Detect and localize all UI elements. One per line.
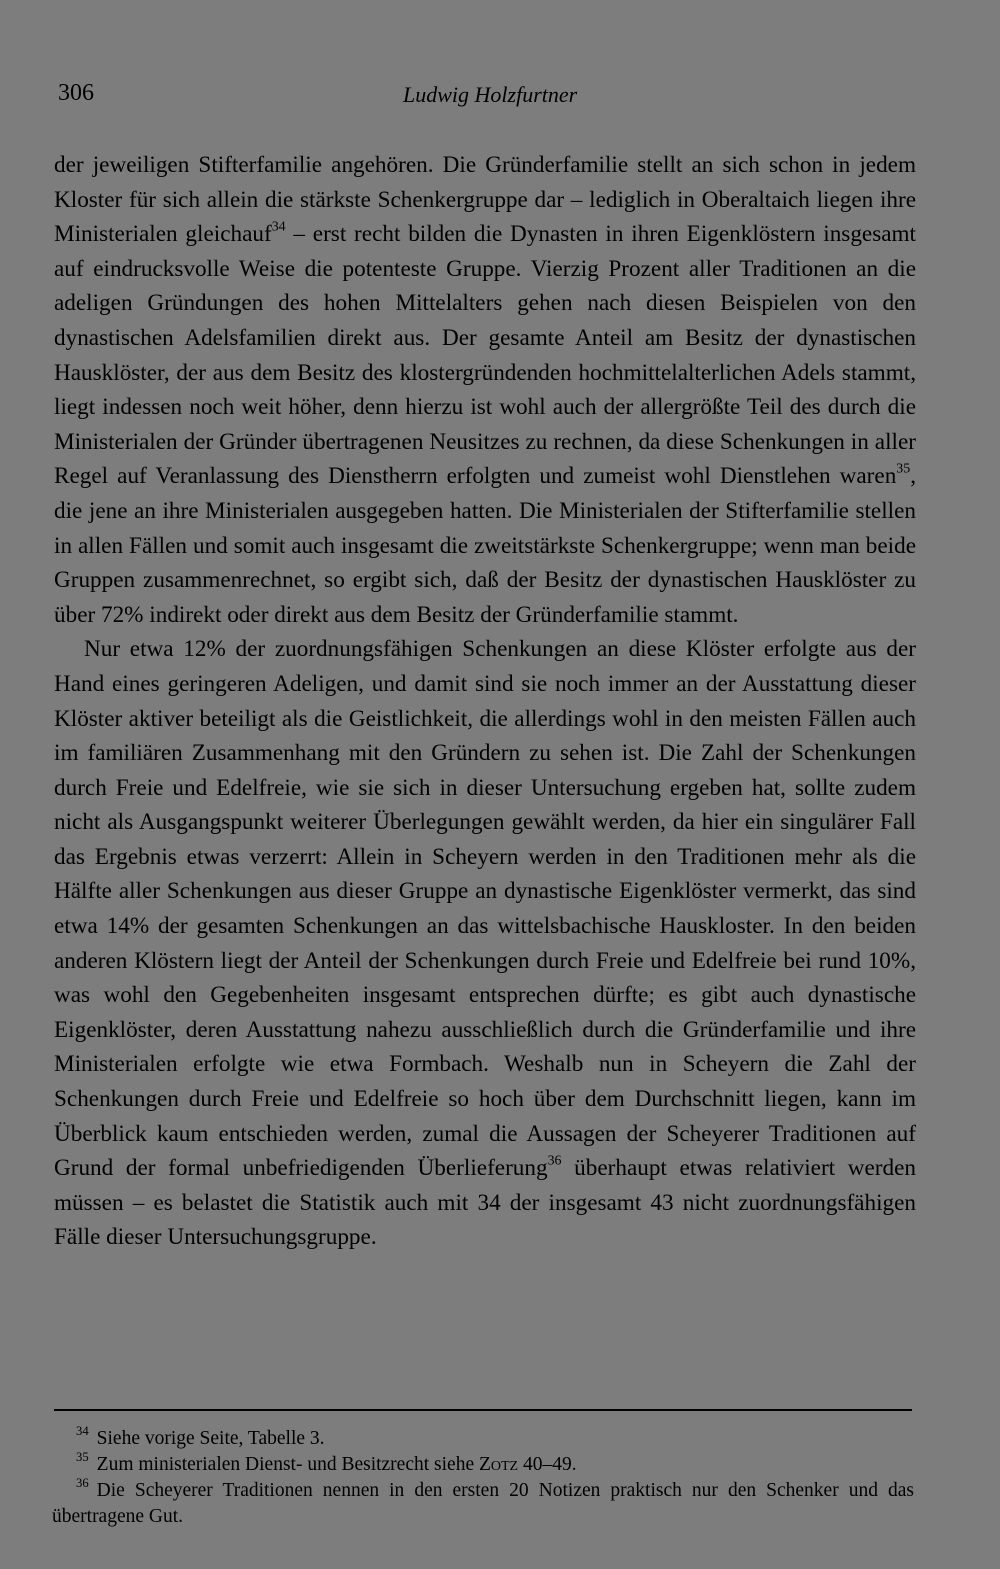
footnote-mark: 35: [76, 1450, 89, 1465]
footnote-35: [52, 1452, 914, 1478]
footnotes: [52, 1426, 914, 1530]
paragraph-1-part-1: der jeweiligen Stifterfamilie angehören. Die Gründerfamilie stellt an sich schon in jedem Kloster für sich allein die stärkste Schenkergruppe dar – lediglich in Oberaltaich liegen ihre Ministerialen gleichauf: [54, 152, 916, 248]
footnote-mark: 34: [76, 1424, 89, 1439]
paragraph-1-part-3: , die jene an ihre Ministerialen ausgegeben hatten. Die Ministerialen der Stifterfamilie stellen in allen Fällen und somit auch insgesamt die zweitstärkste Schenkergruppe; wenn man beide Gruppen zusammenrechnet, so ergibt sich, daß der Besitz der dynastischen Hausklöster zu über 72% indirekt oder direkt aus dem Besitz der Gründerfamilie stammt.: [54, 463, 916, 628]
footnote-author: Zotz: [478, 1454, 519, 1475]
paragraph-2-part-2: überhaupt etwas relativiert werden müssen – es belastet die Statistik auch mit 34 der insgesamt 43 nicht zuordnungsfähigen Fälle dieser Untersuchungsgruppe.: [54, 1155, 917, 1251]
footnote-divider: [54, 1409, 912, 1411]
paragraph-1-part-2: – erst recht bilden die Dynasten in ihren Eigenklöstern insgesamt auf eindrucksvolle Weise die potenteste Gruppe. Vierzig Prozent aller Traditionen an die adeligen Gründungen des hohen Mittelalters gehen nach diesen Beispielen von den dynastischen Adelsfamilien direkt aus. Der gesamte Anteil am Besitz der dynastischen Hausklöster, der aus dem Besitz des klostergründenden hochmittelalterlichen Adels stammt, liegt indessen noch weit höher, denn hierzu ist wohl auch der allergrößte Teil des durch die Ministerialen der Gründer übertragenen Neusitzes zu rechnen, da diese Schenkungen in aller Regel auf Veranlassung des Dienstherrn erfolgten und zumeist wohl Dienstlehen waren: [54, 221, 917, 490]
footnote-text: Siehe vorige Seite, Tabelle 3.: [96, 1428, 325, 1449]
footnote-ref-34: 34: [271, 219, 286, 235]
paragraph-2: [54, 632, 916, 1255]
footnote-text: Die Scheyerer Traditionen nennen in den ersten 20 Notizen praktisch nur den Schenker und das übertragene Gut.: [52, 1480, 914, 1527]
footnote-text: Zum ministerialen Dienst- und Besitzrecht siehe: [96, 1454, 479, 1475]
footnote-36: [52, 1478, 914, 1530]
footnote-34: [52, 1426, 914, 1452]
footnote-ref-35: 35: [896, 461, 911, 477]
paragraph-2-part-1: Nur etwa 12% der zuordnungsfähigen Schenkungen an diese Klöster erfolgte aus der Hand eines geringeren Adeligen, und damit sind sie noch immer an der Ausstattung dieser Klöster aktiver beteiligt als die Geistlichkeit, die allerdings wohl in den meisten Fällen auch im familiären Zusammenhang mit den Gründern zu sehen ist. Die Zahl der Schenkungen durch Freie und Edelfreie, wie sie sich in dieser Untersuchung ergeben hat, sollte zudem nicht als Ausgangspunkt weiterer Überlegungen gewählt werden, da hier ein singulärer Fall das Ergebnis etwas verzerrt: Allein in Scheyern werden in den Traditionen mehr als die Hälfte aller Schenkungen aus dieser Gruppe an dynastische Eigenklöster vermerkt, das sind etwa 14% der gesamten Schenkungen an das wittelsbachische Hauskloster. In den beiden anderen Klöstern liegt der Anteil der Schenkungen durch Freie und Edelfreie bei rund 10%, was wohl den Gegebenheiten insgesamt entsprechen dürfte; es gibt auch dynastische Eigenklöster, deren Ausstattung nahezu ausschließlich durch die Gründerfamilie und ihre Ministerialen erfolgte wie etwa Formbach. Weshalb nun in Scheyern die Zahl der Schenkungen durch Freie und Edelfreie so hoch über dem Durchschnitt liegen, kann im Überblick kaum entschieden werden, zumal die Aussagen der Scheyerer Traditionen auf Grund der formal unbefriedigenden Überlieferung: [54, 636, 916, 1182]
running-head: Ludwig Holzfurtner: [403, 82, 578, 107]
paragraph-1: [54, 148, 916, 632]
footnote-ref-36: 36: [547, 1153, 562, 1169]
page-number: 306: [58, 80, 94, 106]
main-text: [54, 148, 916, 1255]
page-header: [58, 80, 918, 112]
footnote-mark: 36: [76, 1476, 89, 1491]
footnote-text: 40–49.: [518, 1454, 577, 1475]
